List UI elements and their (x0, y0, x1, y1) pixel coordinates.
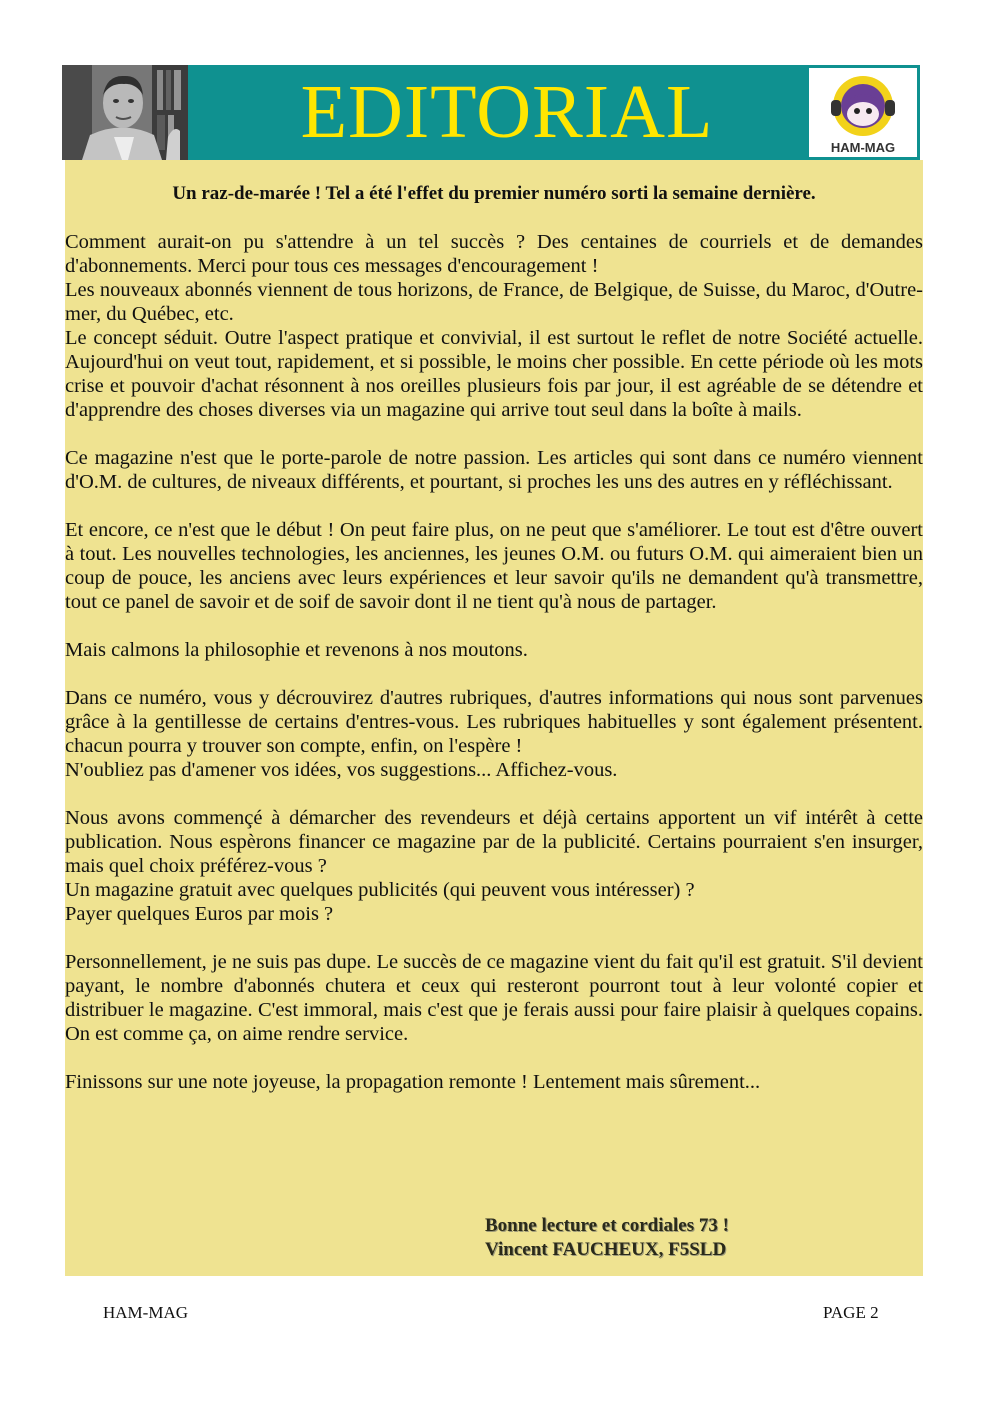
signature (485, 1214, 729, 1262)
paragraph-line: Nous avons commençé à démarcher des revendeurs et déjà certains apportent un vif intérêt à cette publication. Nous espèrons financer ce magazine par de la publicité. Certains pourraient s'en insurger, mais quel choix préférez-vous ? (65, 807, 923, 877)
signature-author: Vincent FAUCHEUX, F5SLD (485, 1239, 727, 1260)
editorial-paragraph (65, 806, 923, 926)
editorial-paragraph (65, 1070, 923, 1094)
page-title: EDITORIAL (300, 70, 714, 154)
editorial-content (65, 160, 923, 1276)
paragraph-line: Ce magazine n'est que le porte-parole de notre passion. Les articles qui sont dans ce numéro viennent d'O.M. de cultures, de niveaux différents, et pourtant, si proches les uns des autres en y réfléchissant. (65, 447, 923, 493)
footer-page-number: PAGE 2 (823, 1303, 879, 1322)
paragraph-line: Personnellement, je ne suis pas dupe. Le succès de ce magazine vient du fait qu'il est gratuit. S'il devient payant, le nombre d'abonnés chutera et ceux qui resteront pourront tout à leur volonté copier et distribuer le magazine. C'est immoral, mais c'est que je ferais aussi pour faire plaisir à quelques copains. On est comme ça, on aime rendre service. (65, 951, 923, 1045)
author-photo (62, 65, 188, 160)
editorial-paragraph (65, 518, 923, 614)
paragraph-line: Mais calmons la philosophie et revenons à nos moutons. (65, 639, 528, 661)
ham-mag-logo-image (809, 68, 917, 157)
logo-text: HAM-MAG (830, 140, 896, 155)
editorial-paragraph (65, 950, 923, 1046)
paragraph-line: Le concept séduit. Outre l'aspect pratique et convivial, il est surtout le reflet de notre Société actuelle. Aujourd'hui on veut tout, rapidement, et si possible, le moins cher possible. En cette période où les mots crise et pouvoir d'achat résonnent à nos oreilles plusieurs fois par jour, il est agréable de se détendre et d'apprendre des choses diverses via un magazine qui arrive tout seul dans la boîte à mails. (65, 327, 923, 421)
paragraph-line: Un magazine gratuit avec quelques publicités (qui peuvent vous intéresser) ? (65, 879, 695, 901)
ham-mag-logo (809, 68, 917, 157)
footer-magazine-name: HAM-MAG (103, 1303, 188, 1322)
editorial-header (62, 65, 920, 160)
paragraph-line: N'oubliez pas d'amener vos idées, vos suggestions... Affichez-vous. (65, 759, 618, 781)
editorial-paragraph (65, 638, 923, 662)
author-photo-image (62, 65, 188, 160)
paragraph-line: Finissons sur une note joyeuse, la propagation remonte ! Lentement mais sûrement... (65, 1071, 761, 1093)
paragraph-line: Payer quelques Euros par mois ? (65, 903, 334, 925)
editorial-paragraph (65, 686, 923, 782)
paragraph-line: Comment aurait-on pu s'attendre à un tel succès ? Des centaines de courriels et de demandes d'abonnements. Merci pour tous ces messages d'encouragement ! (65, 231, 923, 277)
intro-heading: Un raz-de-marée ! Tel a été l'effet du premier numéro sorti la semaine dernière. (172, 183, 816, 204)
signature-greeting: Bonne lecture et cordiales 73 ! (485, 1215, 729, 1236)
paragraph-line: Les nouveaux abonnés viennent de tous horizons, de France, de Belgique, de Suisse, du Maroc, d'Outre-mer, du Québec, etc. (65, 279, 923, 325)
editorial-paragraph (65, 230, 923, 422)
editorial-body (65, 230, 923, 1118)
paragraph-line: Dans ce numéro, vous y décrouvirez d'autres rubriques, d'autres informations qui nous sont parvenues grâce à la gentillesse de certains d'entres-vous. Les rubriques habituelles y sont également présentent. chacun pourra y trouver son compte, enfin, on l'espère ! (65, 687, 923, 757)
editorial-paragraph (65, 446, 923, 494)
paragraph-line: Et encore, ce n'est que le début ! On peut faire plus, on ne peut que s'améliorer. Le tout est d'être ouvert à tout. Les nouvelles technologies, les anciennes, les jeunes O.M. ou futurs O.M. qui aimeraient bien un coup de pouce, les anciens avec leurs expériences et leur savoir qu'ils ne demandent qu'à transmettre, tout ce panel de savoir et de soif de savoir dont il ne tient qu'à nous de partager. (65, 519, 923, 613)
